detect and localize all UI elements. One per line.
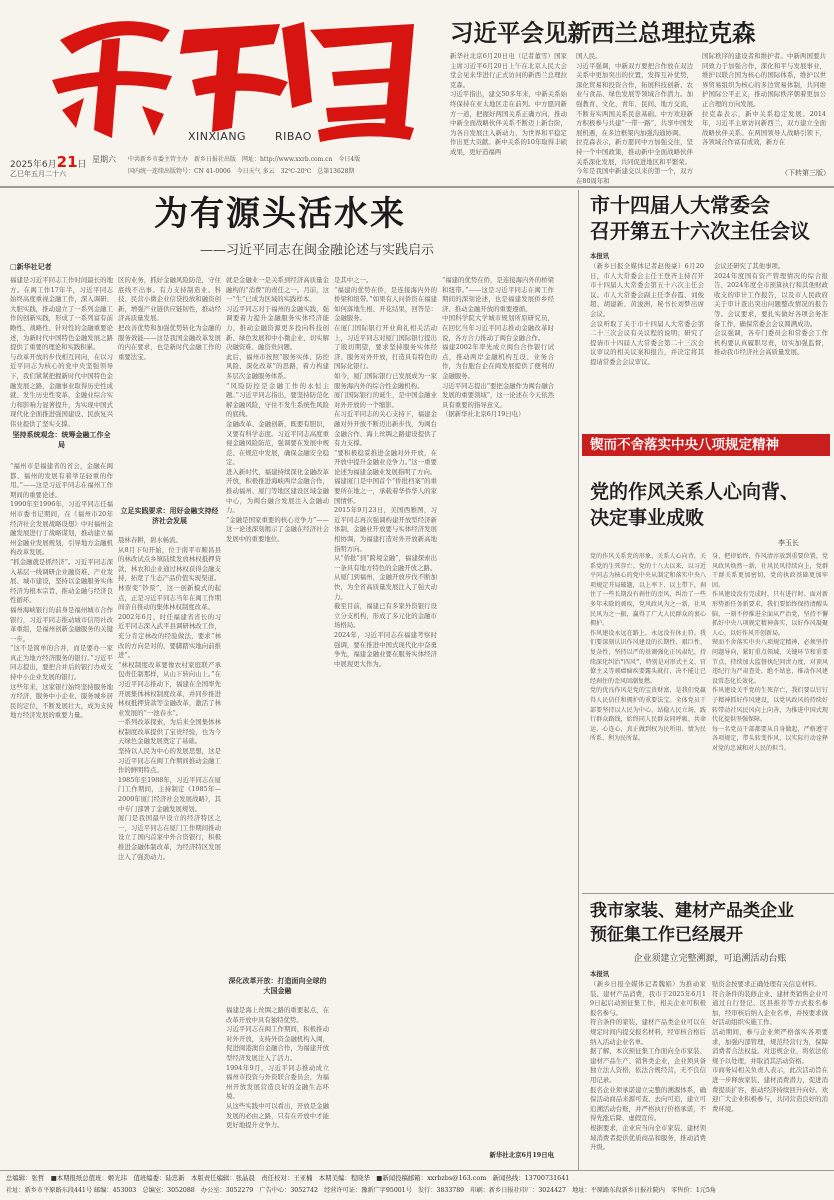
column-banner-text: 锲而不舍落实中央八项规定精神	[590, 437, 779, 453]
date-unit: 日	[77, 160, 87, 170]
top-story-col3: 国际秩序的建设者和维护者。中新两国要共同致力于加强合作，深化和平与发展事业，维护以联合国为核心的国际体系，维护以世界贸易组织为核心的多边贸易体制，共同维护国际公平正义，推动国际秩序朝着更加公正合理的方向发展。 拉克森表示，新中关系稳定发展。2014年，习近平主席访问新西兰，双方建立全面战略伙伴关系。在两国领导人战略引领下，各领域合作富有成效，新方在	[702, 52, 826, 147]
feature-right-divider	[578, 190, 579, 1170]
feature-col3: 就是金融业一是关系到经济高质量金融构的“消费”的责任之一。月前，这一“生”已成为区域的实践样本。 习近平同志对于福州的金融实践，强调要着力提升金融服务实体经济能力，推动金融资源更多投向科技创新、绿色发展和中小微企业，切实解决融资难、融资贵问题。 此后，福州市按照“服务实体、防控风险、深化改革”的思路，着力构建多层次金融服务体系。 “风险防控是金融工作的永恒主题。”习近平同志指出，要坚持防范化解金融风险，守住不发生系统性风险的底线。 金融改革、金融创新，既要有胆识，又要有科学态度。习近平同志高度重视金融风险防范，强调要在发展中规范、在规范中发展，确保金融安全稳定。 进入新时代，福建持续深化金融改革开放，积极推进海峡两岸金融合作，推动福州、厦门等地区建设区域金融中心，为闽台融合发展注入金融动力。 “金融是国家重要的核心竞争力”——这一论述深刻揭示了金融在经济社会发展中的重要地位。	[226, 276, 329, 544]
home-products-story	[582, 894, 834, 1176]
npc-body: （新乡日报全媒体记者赵俊豪）6月20日，市人大常委会主任王登齐主持召开市十四届人大常委会第五十六次主任会议。市人大常委会副主任李春霞、刘俊超、胡建新、黄浚洲，秘书长刘梦出席会议。 会议听取了关于市十四届人大常委会第二十三次会议有关议程的说明；研究了提请市十四届人大常委会第二十三次会议审议的相关议案和报告，并决定将其提请常委会会议审议。 会议还研究了其他事项。 2024年度国有资产管理情况的综合报告、2024年度全市预算执行和其他财政收支的审计工作报告，以及市人民政府关于审计查出突出问题整改情况的报告等。会议要求，要扎实做好各项会务准备工作，确保常委会会议圆满成功。 会议强调，各专门委员会和常委会工作机构要认真履职尽责，切实加强监督，推动我市经济社会高质量发展。	[590, 262, 828, 366]
feature-source-label: 新华社记者	[16, 262, 52, 271]
publisher-line: 中共新乡市委主管主办 新乡日报社出版 网址：http://www.xxrb.com.cn 今日4版	[128, 156, 361, 163]
feature-subhead-1: 坚持系统观念：统筹金融工作全局	[12, 430, 111, 449]
top-story-col1: 新华社北京6月20日电（记者董雪）国家主席习近平6月20日上午在北京人民大会堂会见来华进行正式访问的新西兰总理拉克森。 习近平指出，建交50多年来，中新关系始终保持在亚太地区走在前列。中方愿同新方一道，把握好两国关系正确方向，推动中新全面战略伙伴关系不断迈上新台阶，为各自发展注入新动力，为世界和平稳定作出更大贡献。新中关系的10年取得丰硕成果，更好造福两	[450, 52, 567, 156]
feature-credit: 新华社北京6月19日电	[489, 1151, 554, 1159]
footer-divider	[0, 1170, 834, 1171]
feature-col1b: “福州市是福建省的省会，金融在闽都、福州的发展有着举足轻重的作用。”——这是习近平同志在福州工作期间的重要论述。 1990年至1996年，习近平同志任福州市委书记期间，在《福州市20年经济社会发展战略设想》中对福州金融发展进行了战略谋划，推动建立福州金融业发展规划，引导地方金融机构改革发展。 “抓金融就是抓经济”。习近平同志深入基层一线调研企业融资难、产业发展、城市建设，坚持以金融服务实体经济为根本宗旨，推动金融与经济良性循环。 福州海峡银行的前身是福州城市合作银行，习近平同志推动城市信用社改革重组，是福州创新金融服务的关键一步。 “这不是简单的合并，而是要办一家真正为地方经济服务的银行。”习近平同志提出，要把合并后的银行办成支持中小企业发展的银行。 这些年来，这家银行始终坚持服务地方经济、服务中小企业、服务城乡居民的定位，不断发展壮大，成为支持地方经济发展的重要力量。	[10, 462, 113, 720]
style-headline-2: 决定事业成败	[590, 507, 705, 529]
npc-headline-1: 市十四届人大常委会	[590, 193, 770, 217]
home-headline-2: 预征集工作已经展开	[590, 925, 743, 945]
home-col1: （新乡日报全媒体记者魏娟）为推动家装、建材产品消费，我市于2025年6月19日起启动预征集工作，相关企业可积极报名参与。 符合条件的家装、建材产品类企业可以在规定时间内提交报名材料，经审核合格后纳入活动企业名单。 据了解，本次预征集工作面向全市家装、建材产品生产、销售类企业，企业须具备独立法人资格，依法合规经营，无不良信用记录。 报名企业须承诺建立完整的溯源体系，确保活动商品来源可查、去向可追，建立可追溯活动台账，并严格执行价格承诺，不得先涨后降、虚假宣传。 根据要求，企业应当向全市家装、建材领域消费者提供优质商品和服务，推动消费升级。	[590, 980, 706, 1152]
footer-line-1: 总编辑：张哲 ■本期报纸总值班：姬光玮 值班编委：陆忠新 本版责任编辑：张晶晨 责任校对：王亚楠 本期美编：程晓华 ■新闻投稿邮箱：xxrbzbs@163.com 新闻热线：13700731641	[6, 1174, 570, 1182]
feature-source-tag	[10, 262, 80, 274]
feature-headline: 为有源头活水来	[154, 194, 406, 234]
info-line: 国内统一连续出版物号：CN 41-0006 今日天气 多云 32℃-20℃ 总第13628期	[128, 168, 355, 175]
feature-col4: 是其中之一。 “福建的优势在侨，是连接海内外的桥梁和纽带。”如果有人问侨资在福建如何落地生根、开花结果，回答是：金融服务。 在厦门国际银行开业典礼相关活动上，习近平同志对厦门国际银行提出了殷切期望，要求坚持服务实体经济、服务对外开放，打造具有特色的国际化银行。 如今，厦门国际银行已发展成为一家服务海内外的综合性金融机构。 厦门国际银行的诞生，是中国金融业对外开放的一个缩影。 在习近平同志的关心支持下，福建金融对外开放不断迈出新步伐，为闽台金融合作、海上丝绸之路建设提供了有力支撑。 “要积极稳妥推进金融对外开放，在开放中提升金融业竞争力。”这一重要论述为福建金融业发展指明了方向。 福建厦门是中国首个“侨批档案”的重要所在地之一，承载着华侨华人的家国情怀。 2015年9月23日，美国西雅图，习近平同志再次强调构建开放型经济新体制，金融业开放要与实体经济发展相协调，为福建打造对外开放新高地指明方向。 从“侨批”到“跨境金融”，福建探索出一条具有地方特色的金融开放之路。 从厦门到福州，金融开放步伐不断加快，为全省高质量发展注入了强大动力。 截至目前，福建已有多家外资银行设立分支机构，形成了多元化的金融市场格局。 2024年，习近平同志在福建考察时强调，要在推进中国式现代化中奋勇争先，福建金融业要在服务实体经济中展现更大作为。	[334, 276, 437, 668]
date-day: 21	[56, 153, 78, 171]
feature-article	[0, 190, 576, 1190]
feature-col5: “福建的优势在侨，是连接海内外的桥梁和纽带。”——这是习近平同志在闽工作期间的深刻论述，也是福建发展侨乡经济、推动金融开放的重要遵循。 中国科学院大学城市规划所原研究员，在回忆当年习近平同志推动金融改革时说，各方合力推动了闽台金融合作。 福建2002年率先成立闽台合作银行试点，推动两岸金融机构互设、业务合作，为台胞台企在闽发展提供了便利的金融服务。 习近平同志提出“要把金融作为闽台融合发展的重要领域”，这一论述在今天依然具有重要的指导意义。 （据新华社北京6月19日电）	[442, 276, 554, 419]
top-story-continued: （下转第三版）	[781, 169, 830, 177]
npc-source-tag: 本报讯	[590, 252, 610, 260]
date-year: 2025年6月	[10, 160, 57, 170]
top-story	[440, 0, 834, 185]
npc-headline-2: 召开第五十六次主任会议	[590, 219, 810, 243]
source-square-icon: □	[10, 262, 17, 271]
masthead-logo	[42, 10, 422, 145]
date-weekday: 星期六	[92, 155, 116, 164]
style-headline-1: 党的作风关系人心向背、	[590, 481, 800, 503]
home-col2: 贴资金按要求正确处理有关信息材料。 符合条件的装修企业、建材类销售企业可通过自行登记、区县推荐等方式报名参加，经审核后纳入企业名单，并按要求做好活动组织实施工作。 活动期间，参与企业须严格落实各项要求，加强内部管理，规范经营行为，保障消费者合法权益。对违规企业，将依法依规予以处理，并取消其活动资格。 市商务局相关负责人表示，此次活动旨在进一步释放家装、建材消费潜力，促进消费提质扩容，推动经济持续回升向好。欢迎广大企业积极参与，共同营造良好的消费环境。	[712, 980, 828, 1113]
masthead-divider	[0, 186, 834, 188]
home-headline-1: 我市家装、建材产品类企业	[590, 901, 794, 921]
style-col1: 党的作风关系党的形象，关系人心向背，关系党的生死存亡。党的十八大以来，以习近平同志为核心的党中央从制定和落实中央八项规定开局破题，以上率下、以上带下，刹住了一些长期没有刹住的歪风，纠治了一些多年未除的顽疾，党风政风为之一新，社风民风为之一振，赢得了广大人民群众的衷心拥护。 作风建设永远在路上，永远没有休止符。我们要深刻认识作风建设的长期性、艰巨性、复杂性，坚持以严的基调强化正风肃纪，持续深化纠治“四风”，特别是对形式主义、官僚主义等顽瘴痼疾要露头就打，决不能让已经刹住的歪风回潮复燃。 党的优良作风是党的宝贵财富，是我们党赢得人民信任和拥护的重要法宝。全体党员干部要坚持以人民为中心，站稳人民立场，践行群众路线，始终同人民群众同呼吸、共命运、心连心，真正做到权为民所用、情为民所系、利为民所谋。	[590, 553, 706, 743]
home-subheadline: 企业须建立完整溯源，可追溯活动台账	[633, 954, 787, 964]
masthead-pinyin-1: XINXIANG	[188, 130, 247, 143]
feature-subhead-2: 立足实践要求：用好金融支持经济社会发展	[120, 506, 219, 525]
masthead	[0, 0, 436, 182]
feature-subhead-3: 深化改革开放：打造面向全球的大国金融	[228, 976, 327, 995]
feature-col3b: 福建是海上丝绸之路的重要起点，在改革开放中具有独特优势。 习近平同志在闽工作期间，积极推动对外开放，支持外资金融机构入闽，促进闽港澳台金融合作，为福建开放型经济发展注入了活力。 1994年9月，习近平同志推动成立福州市投资与外资联合委员会，为福州开放发展营造良好的金融生态环境。 从这些实践中可以看出，开放是金融发展的必由之路，只有在开放中才能更好地提升竞争力。	[226, 1006, 329, 1130]
feature-col1: 福建是习近平同志工作时间最长的地方。在闽工作17年半，习近平同志始终高度重视金融工作，深入调研、大胆实践，推动建立了一系列金融工作的创新实践，形成了一系列富有前瞻性、战略性、针对性的金融重要论述，为新时代中国特色金融发展之路提供了重要的理论和实践积累。 与改革开放的步伐相互同向，在以习近平同志为核心的党中央坚强领导下，我们紧紧把握新时代中国特色金融发展之路，金融事业取得历史性成就、发生历史性变革，金融业综合实力和影响力显著提升，为实现中国式现代化全面推进强国建设、民族复兴伟业提供了坚实支撑。	[10, 276, 113, 428]
home-source-tag: 本报讯	[590, 970, 610, 978]
footer-line-2: 社址：新乡市平原路东段441号 邮编：453003 总编室：3052088 办公室：3052279 广告中心：3052742 经营许可证：豫新广字95001号 发行：3833789 印刷：新乡日报社印厂：3024427 地址：平原路东段新乡日报社院内 零售价：1元5角	[6, 1187, 717, 1194]
masthead-pinyin-2: RIBAO	[275, 130, 312, 143]
column-banner	[582, 434, 830, 456]
top-story-headline: 习近平会见新西兰总理拉克森	[450, 19, 756, 47]
top-story-col2: 国人民。 习近平强调，中新双方要把合作放在双边关系中更加突出的位置，发挥互补优势，深化贸易和投资合作，拓展科技创新、农业与食品、绿色发展等领域合作潜力。加强教育、文化、青年、民间、地方交流，不断夯实两国关系民意基础。中方欢迎新方积极参与共建“一带一路”，共享中国发展机遇，在多边框架内加强沟通协调。 拉克森表示，新方愿同中方加强交往，坚持一个中国政策，推动新中全面战略伙伴关系深化发展，共同促进地区和平繁荣。 今年是我国中新建交以来的第一个，双方在80周年和	[576, 52, 693, 185]
feature-subheadline: ——习近平同志在闽金融论述与实践启示	[200, 243, 435, 258]
feature-col2: 区的业务，抓好金融风险防范，守住底线不出事。有力支持制造业、科技、民营小微企业信贷投放和融资创新，增强产业链供应链韧性，推动经济高质量发展。 把改善优势和加强优势转化为金融的服务效能——这是我国金融改革发展的内在要求，也是新时代金融工作的重要法宝。	[118, 276, 221, 361]
date-lunar: 乙巳年五月二十六	[10, 170, 66, 178]
style-author: 李玉长	[778, 539, 799, 547]
feature-col2b: 晨林春耕，碧水畅流。 从8月下旬开始，位于南平市顺昌县的林改试点乡镇陆续发放林权抵押贷款，林农和企业通过林权获得金融支持，拓宽了生态产品价值实现渠道。 林票变“钞票”，这一创新模式的起点，正是习近平同志当年在闽工作期间亲自推动的集体林权制度改革。 2002年6月，时任福建省省长的习近平同志深入武平县调研林改工作，充分肯定林改的经验做法，要求“林改的方向是对的，要脚踏实地向前推进”。 “林权制度改革要像农村家庭联产承包责任制那样，从山下转向山上。”在习近平同志推动下，福建在全国率先开展集体林权制度改革，并同步推进林权抵押贷款等金融改革，激活了林业发展的“一池春水”。 一系列改革探索，为后来全国集体林权制度改革提供了宝贵经验，也为今天绿色金融发展奠定了基础。 坚持以人民为中心的发展思想，这是习近平同志在闽工作期间推动金融工作的鲜明特点。 1985年至1988年，习近平同志在厦门工作期间，主持制定《1985年—2000年厦门经济社会发展战略》，其中专门部署了金融发展规划。 厦门是我国最早设立的经济特区之一，习近平同志在厦门工作期间推动设立了国内首家中外合资银行，积极推进金融体制改革，为经济特区发展注入了强劲动力。	[118, 536, 221, 861]
style-commentary	[582, 462, 834, 892]
style-col2: 身，把律始终、作风清淳放到重要位置，党风政风焕然一新，社风民风持续向上，党群干群关系更加密切，党的执政基础更加牢固。 作风建设没有完成时，只有进行时。面对新形势新任务新要求，我们要始终保持清醒头脑，一刻不停推进全面从严治党，坚持不懈抓好中央八项规定精神落实，以好作风凝聚人心，以好作风开创新局。 锲而不舍落实中央八项规定精神，必须坚持问题导向，紧盯重点领域、关键环节和重要节点，持续加大监督执纪问责力度，对顶风违纪行为严肃查处、绝不姑息，推动作风建设常态化长效化。 作风建设关乎党的生死存亡，我们要以钉钉子精神抓好作风建设，以党风政风的持续好转带动社风民风向上向善，为推进中国式现代化提供坚强保障。 每一名党员干部都要从自身做起，严格遵守各项规定，带头转变作风，以实际行动诠释对党的忠诚和对人民的担当。	[712, 553, 828, 752]
npc-story	[582, 190, 834, 426]
footer	[6, 1172, 830, 1198]
